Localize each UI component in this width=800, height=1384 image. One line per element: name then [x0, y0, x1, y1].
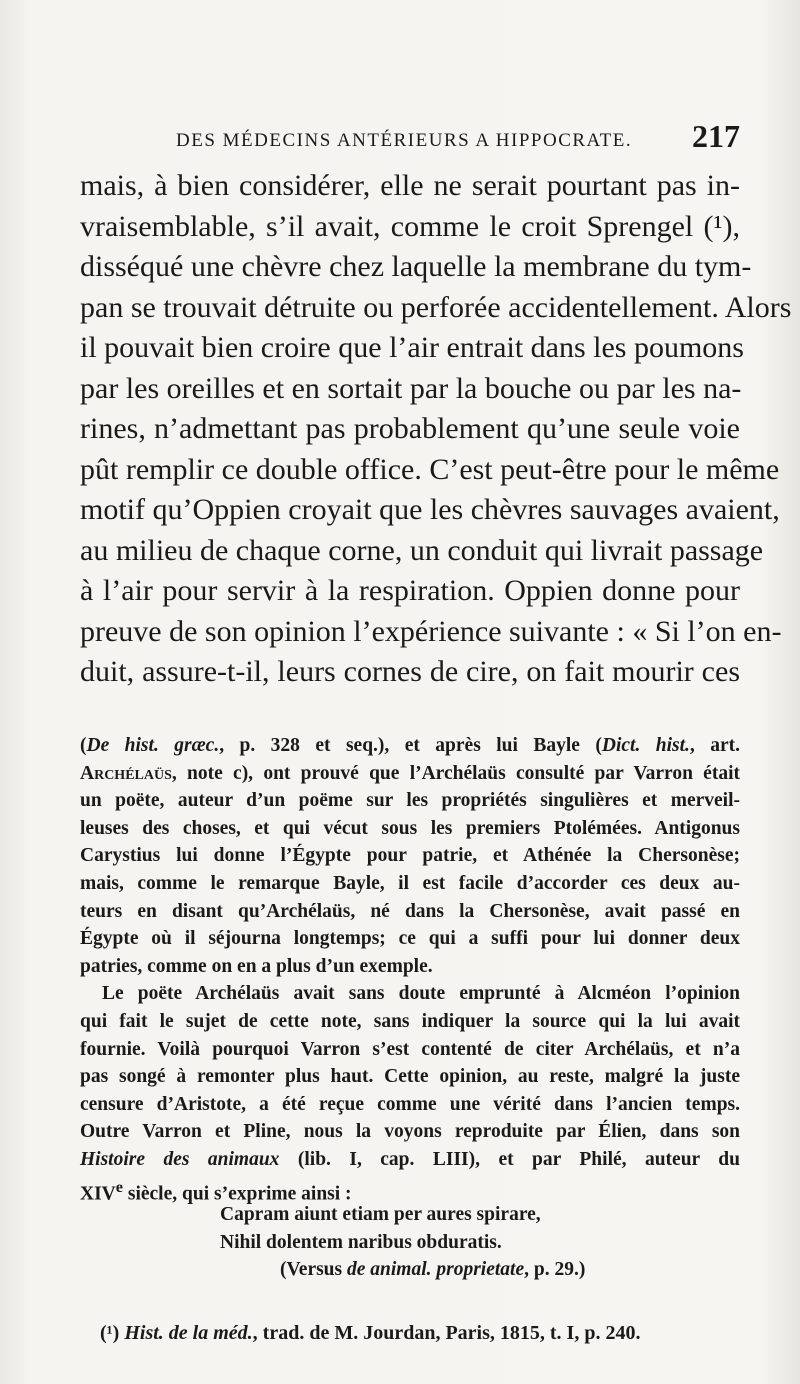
- note-line: Égypte où il séjourna longtemps; ce qui a suffi pour lui donner deux: [80, 928, 740, 950]
- note-line: pas songé à remonter plus haut. Cette opinion, au reste, malgré la juste: [80, 1066, 740, 1088]
- superscript: e: [115, 1177, 123, 1196]
- body-line: duit, assure-t-il, leurs cornes de cire, on fait mourir ces: [80, 655, 740, 688]
- note-line: un poëte, auteur d’un poëme sur les propriétés singulières et merveil-: [80, 790, 740, 812]
- body-line: il pouvait bien croire que l’air entrait dans les poumons: [80, 331, 744, 364]
- note-line: mais, comme le remarque Bayle, il est facile d’accorder ces deux au-: [80, 872, 740, 894]
- note-line: censure d’Aristote, a été reçue comme une vérité dans l’ancien temps.: [80, 1093, 740, 1115]
- body-line: par les oreilles et en sortait par la bouche ou par les na-: [80, 371, 742, 405]
- note-italic: Dict. hist.: [601, 735, 690, 756]
- body-line: vraisemblable, s’il avait, comme le croit Sprengel (¹),: [80, 209, 740, 243]
- footnote-italic: Hist. de la méd.: [124, 1322, 253, 1344]
- note-italic: Histoire des animaux: [80, 1148, 280, 1170]
- body-line: pan se trouvait détruite ou perforée accidentellement. Alors: [80, 290, 792, 324]
- note-line: qui fait le sujet de cette note, sans indiquer la source qui la lui avait: [80, 1010, 740, 1032]
- verse-source-italic: de animal. proprietate: [347, 1259, 525, 1281]
- verse-line: Nihil dolentem naribus obduratis.: [220, 1231, 502, 1253]
- note-line: teurs en disant qu’Archélaüs, né dans la Chersonèse, avait passé en: [80, 900, 740, 922]
- body-line: rines, n’admettant pas probablement qu’une seule voie: [80, 412, 740, 445]
- verse-line: Capram aiunt etiam per aures spirare,: [220, 1204, 541, 1226]
- note-line: [80, 760, 740, 788]
- note-line: Carystius lui donne l’Égypte pour patrie, et Athénée la Chersonèse;: [80, 845, 740, 867]
- running-title: DES MÉDECINS ANTÉRIEURS A HIPPOCRATE.: [176, 130, 633, 151]
- verse-source: [80, 1256, 740, 1284]
- footnote: [100, 1322, 740, 1345]
- note-line: Outre Varron et Pline, nous la voyons reproduite par Élien, dans son: [80, 1121, 740, 1143]
- body-line: preuve de son opinion l’expérience suivante : « Si l’on en-: [80, 614, 782, 648]
- note-text: , note c), ont prouvé que l’Archélaüs consulté par Varron était: [171, 762, 740, 784]
- note-small-caps: Archélaüs: [80, 762, 172, 784]
- note-line: [80, 1146, 740, 1174]
- body-line: mais, à bien considérer, elle ne serait pourtant pas in-: [80, 169, 740, 202]
- footnote-text: , trad. de M. Jourdan, Paris, 1815, t. I, p. 240.: [252, 1322, 641, 1344]
- running-head: [80, 118, 740, 162]
- footnote-marker: (¹): [100, 1322, 120, 1344]
- note-text: , p. 328 et seq.), et après lui Bayle (: [219, 735, 602, 756]
- main-paragraph: [80, 166, 792, 693]
- note-line: fournie. Voilà pourquoi Varron s’est contenté de citer Archélaüs, et n’a: [80, 1038, 740, 1060]
- note-text: (lib. I, cap. LIII), et par Philé, auteur du: [279, 1148, 740, 1170]
- page-number: 217: [692, 118, 740, 154]
- note-line: Le poëte Archélaüs avait sans doute emprunté à Alcméon l’opinion: [102, 983, 740, 1005]
- note-text: siècle, qui s’exprime ainsi :: [122, 1183, 352, 1204]
- note-line: leuses des choses, et qui vécut sous les premiers Ptolémées. Antigonus: [80, 817, 740, 839]
- notes-section: [80, 732, 740, 1284]
- body-line: disséqué une chèvre chez laquelle la membrane du tym-: [80, 250, 752, 283]
- note-small-caps: XIV: [80, 1183, 116, 1204]
- note-italic: De hist. græc.: [86, 735, 220, 756]
- verse-source-close: , p. 29.): [524, 1259, 586, 1281]
- note-text: , art.: [689, 735, 740, 756]
- body-line: motif qu’Oppien croyait que les chèvres sauvages avaient,: [80, 493, 780, 526]
- verse-source-open: (Versus: [280, 1259, 347, 1281]
- note-line: [80, 1174, 740, 1202]
- note-line: (De hist. græc., p. 328 et seq.), et après lui Bayle (Dict. hist., art.: [80, 735, 740, 756]
- note-line: patries, comme on en a plus d’un exemple.: [80, 955, 433, 977]
- body-line: à l’air pour servir à la respiration. Oppien donne pour: [80, 574, 740, 607]
- body-line: au milieu de chaque corne, un conduit qui livrait passage: [80, 533, 764, 567]
- body-line: pût remplir ce double office. C’est peut-être pour le même: [80, 452, 780, 486]
